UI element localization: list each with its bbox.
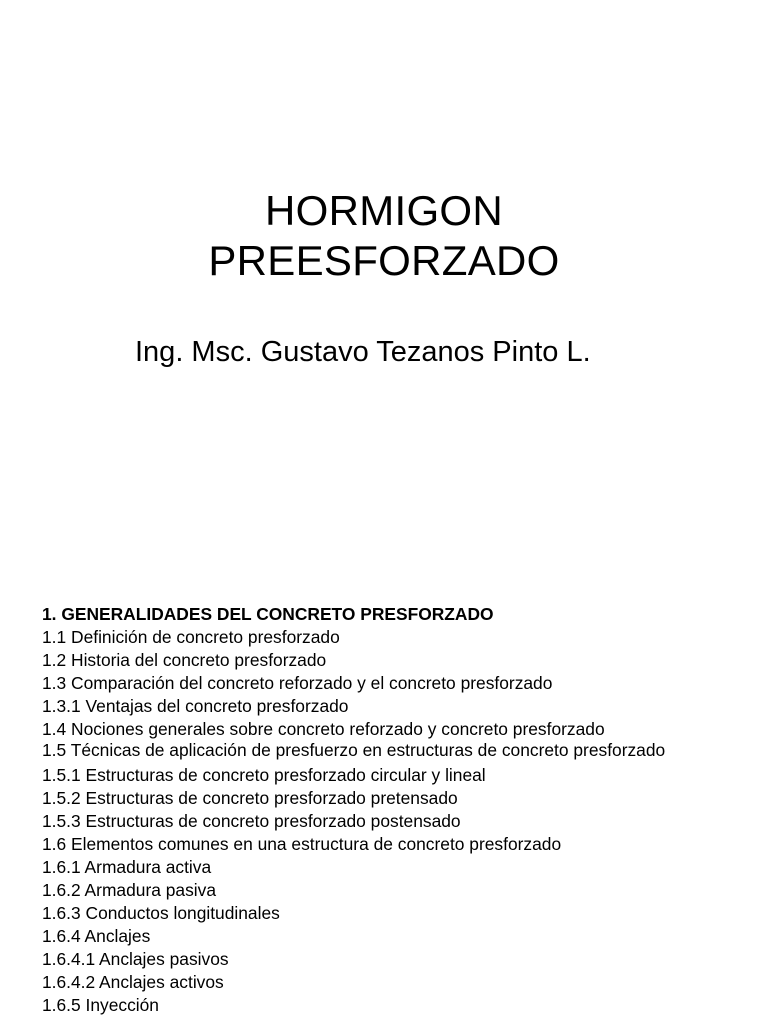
toc-item: 1.4 Nociones generales sobre concreto reforzado y concreto presforzado <box>42 719 605 739</box>
toc-item: 1.1 Definición de concreto presforzado <box>42 627 340 647</box>
toc-item: 1.6.4 Anclajes <box>42 926 151 946</box>
toc-item: 1.5 Técnicas de aplicación de presfuerzo en estructuras de concreto presforzado <box>42 740 666 760</box>
title-line: PREESFORZADO <box>208 237 560 284</box>
author-name: Ing. Msc. Gustavo Tezanos Pinto L. <box>135 336 591 368</box>
table-of-contents <box>42 603 742 1017</box>
toc-item: 1.6.5 Inyección <box>42 995 159 1015</box>
title-line: HORMIGON <box>264 187 504 234</box>
toc-item: 1.2 Historia del concreto presforzado <box>42 650 327 670</box>
toc-item: 1.6.1 Armadura activa <box>42 857 212 877</box>
toc-item: 1.3.1 Ventajas del concreto presforzado <box>42 696 349 716</box>
toc-heading: 1. GENERALIDADES DEL CONCRETO PRESFORZADO <box>42 604 494 624</box>
toc-item: 1.5.2 Estructuras de concreto presforzado pretensado <box>42 788 458 808</box>
toc-item: 1.6.3 Conductos longitudinales <box>42 903 280 923</box>
toc-item: 1.6 Elementos comunes en una estructura de concreto presforzado <box>42 834 562 854</box>
toc-item: 1.3 Comparación del concreto reforzado y el concreto presforzado <box>42 673 553 693</box>
toc-item: 1.5.3 Estructuras de concreto presforzado postensado <box>42 811 461 831</box>
toc-item: 1.6.4.2 Anclajes activos <box>42 972 224 992</box>
document-title <box>0 186 768 286</box>
toc-item: 1.5.1 Estructuras de concreto presforzado circular y lineal <box>42 765 486 785</box>
toc-item: 1.6.4.1 Anclajes pasivos <box>42 949 229 969</box>
toc-item: 1.6.2 Armadura pasiva <box>42 880 217 900</box>
